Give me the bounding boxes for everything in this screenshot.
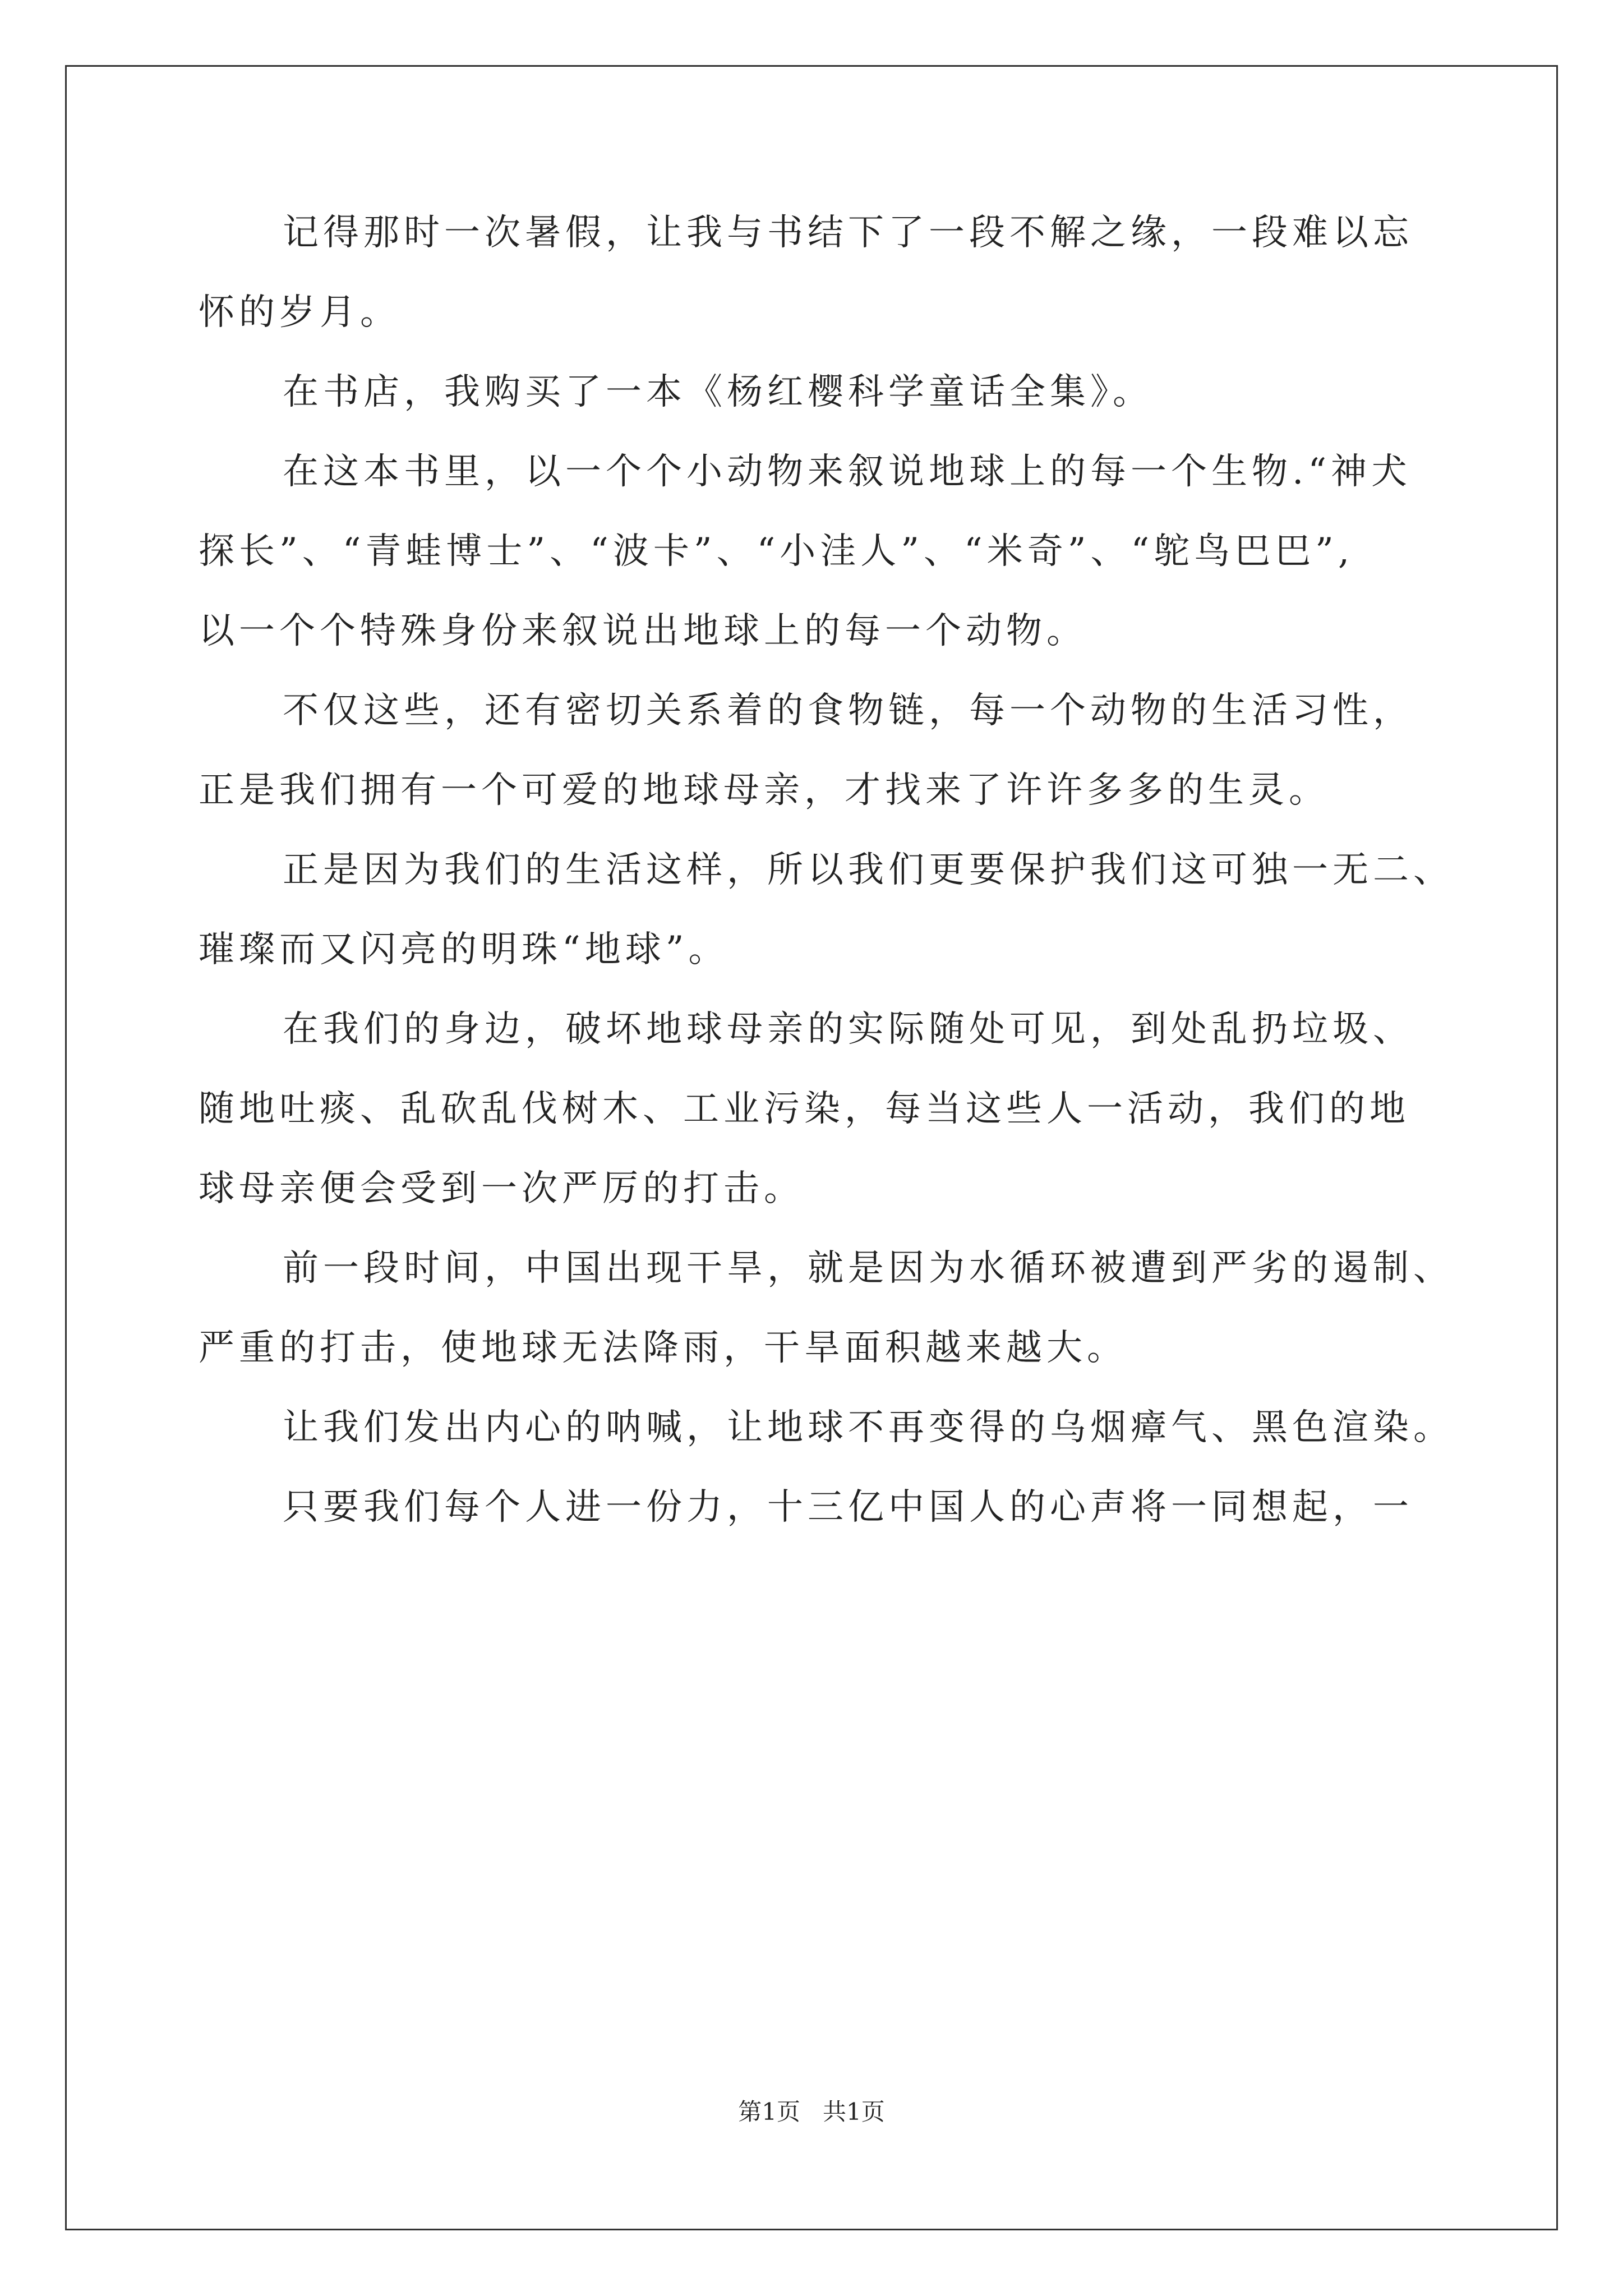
text-line: 让我们发出内心的呐喊，让地球不再变得的乌烟瘴气、黑色渲染。 — [283, 1407, 1454, 1448]
text-line: 正是我们拥有一个可爱的地球母亲，才找来了许许多多的生灵。 — [199, 770, 1329, 811]
text-line: 随地吐痰、乱砍乱伐树木、工业污染，每当这些人一活动，我们的地 — [199, 1088, 1410, 1130]
text-line: 不仅这些，还有密切关系着的食物链，每一个动物的生活习性， — [283, 690, 1413, 731]
text-line: 球母亲便会受到一次严厉的打击。 — [199, 1168, 804, 1209]
text-line: 在书店，我购买了一本《杨红樱科学童话全集》。 — [283, 371, 1153, 413]
text-line: 以一个个特殊身份来叙说出地球上的每一个动物。 — [199, 610, 1087, 652]
text-line: 璀璨而又闪亮的明珠“地球”。 — [199, 929, 729, 970]
text-line: 只要我们每个人进一份力，十三亿中国人的心声将一同想起，一 — [283, 1487, 1413, 1528]
text-line: 严重的打击，使地球无法降雨，干旱面积越来越大。 — [199, 1327, 1127, 1369]
text-line: 在我们的身边，破坏地球母亲的实际随处可见，到处乱扔垃圾、 — [283, 1009, 1413, 1050]
text-line: 记得那时一次暑假，让我与书结下了一段不解之缘，一段难以忘 — [283, 212, 1413, 254]
text-line: 探长”、“青蛙博士”、“波卡”、“小洼人”、“米奇”、“鸵鸟巴巴”, — [199, 531, 1354, 572]
text-line: 怀的岁月。 — [199, 292, 400, 333]
text-line: 正是因为我们的生活这样，所以我们更要保护我们这可独一无二、 — [283, 849, 1454, 891]
text-line: 前一段时间，中国出现干旱，就是因为水循环被遭到严劣的遏制、 — [283, 1248, 1454, 1289]
page-footer: 第1页 共1页 — [738, 2098, 885, 2125]
text-line: 在这本书里，以一个个小动物来叙说地球上的每一个生物.“神犬 — [283, 451, 1412, 493]
